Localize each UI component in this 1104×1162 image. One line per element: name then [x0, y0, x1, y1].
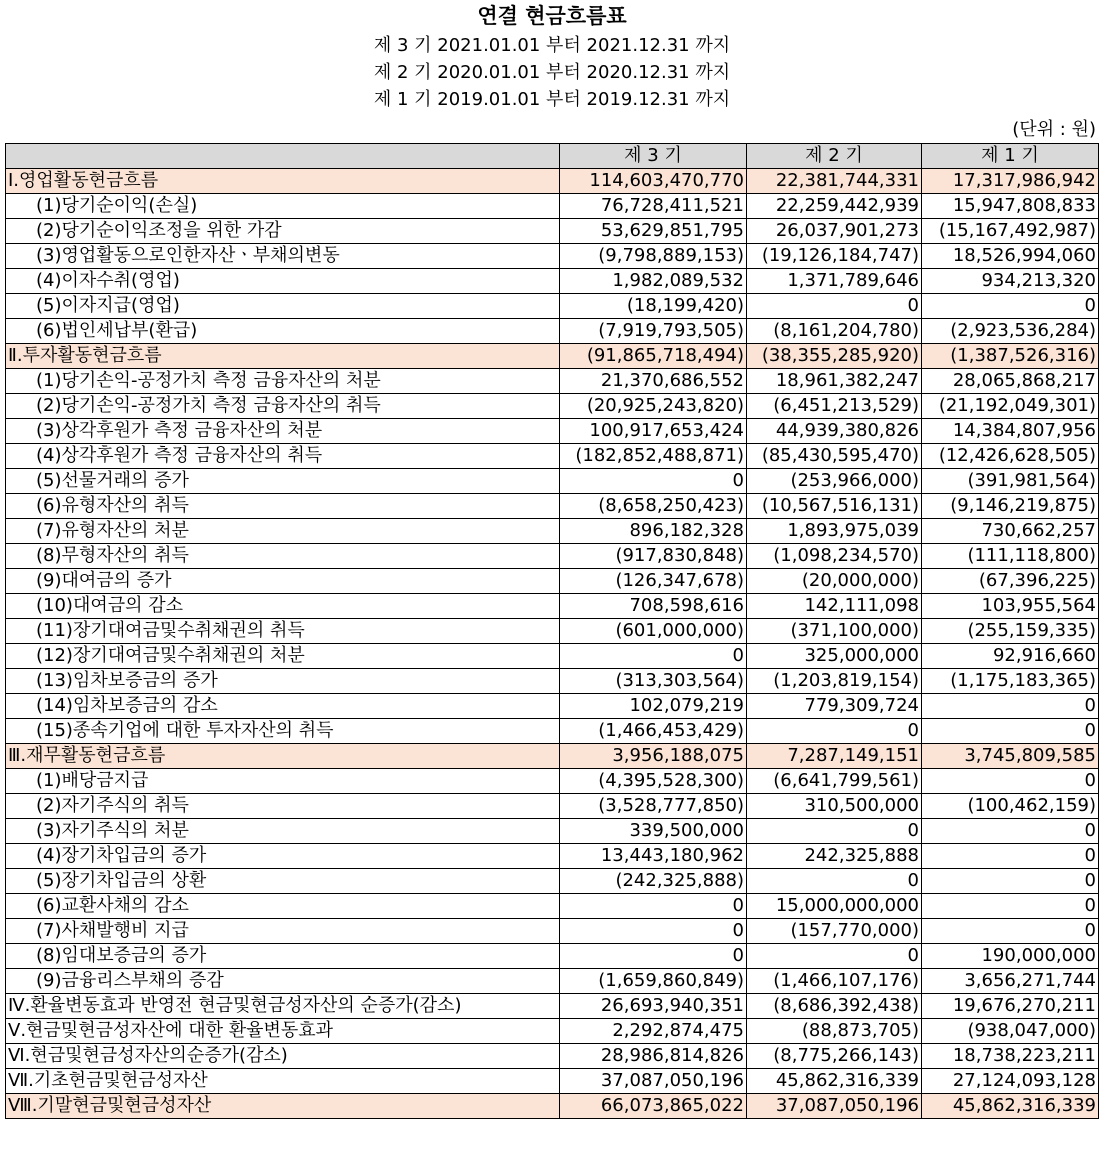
- value-period-3: 708,598,616: [560, 594, 747, 619]
- row-label: Ⅲ.재무활동현금흐름: [6, 744, 560, 769]
- table-row: [6, 694, 1099, 719]
- row-label: (3)상각후원가 측정 금융자산의 처분: [6, 419, 560, 444]
- table-row: [6, 1019, 1099, 1044]
- row-label: (6)법인세납부(환급): [6, 319, 560, 344]
- table-header-row: [6, 144, 1099, 169]
- value-period-2: 45,862,316,339: [747, 1069, 922, 1094]
- value-period-2: (88,873,705): [747, 1019, 922, 1044]
- value-period-1: 3,656,271,744: [922, 969, 1099, 994]
- header-period-2: 제 2 기: [747, 144, 922, 169]
- value-period-1: (255,159,335): [922, 619, 1099, 644]
- table-row: [6, 919, 1099, 944]
- value-period-3: 28,986,814,826: [560, 1044, 747, 1069]
- row-label: Ⅶ.기초현금및현금성자산: [6, 1069, 560, 1094]
- section-row: [6, 1094, 1099, 1119]
- row-label: (13)임차보증금의 증가: [6, 669, 560, 694]
- value-period-1: 45,862,316,339: [922, 1094, 1099, 1119]
- value-period-2: (1,203,819,154): [747, 669, 922, 694]
- row-label: (4)장기차입금의 증가: [6, 844, 560, 869]
- section-row: [6, 169, 1099, 194]
- value-period-1: (111,118,800): [922, 544, 1099, 569]
- value-period-1: 103,955,564: [922, 594, 1099, 619]
- value-period-1: 0: [922, 769, 1099, 794]
- value-period-1: 0: [922, 894, 1099, 919]
- table-row: [6, 1044, 1099, 1069]
- section-row: [6, 344, 1099, 369]
- value-period-2: (253,966,000): [747, 469, 922, 494]
- row-label: Ⅴ.현금및현금성자산에 대한 환율변동효과: [6, 1019, 560, 1044]
- value-period-2: 0: [747, 869, 922, 894]
- value-period-3: 114,603,470,770: [560, 169, 747, 194]
- row-label: (1)배당금지급: [6, 769, 560, 794]
- value-period-3: (182,852,488,871): [560, 444, 747, 469]
- value-period-3: (917,830,848): [560, 544, 747, 569]
- value-period-1: 730,662,257: [922, 519, 1099, 544]
- row-label: (3)자기주식의 처분: [6, 819, 560, 844]
- value-period-1: (938,047,000): [922, 1019, 1099, 1044]
- value-period-1: 0: [922, 819, 1099, 844]
- value-period-2: (157,770,000): [747, 919, 922, 944]
- row-label: Ⅱ.투자활동현금흐름: [6, 344, 560, 369]
- value-period-1: (391,981,564): [922, 469, 1099, 494]
- table-row: [6, 669, 1099, 694]
- value-period-2: (8,775,266,143): [747, 1044, 922, 1069]
- row-label: Ⅳ.환율변동효과 반영전 현금및현금성자산의 순증가(감소): [6, 994, 560, 1019]
- row-label: (1)당기순이익(손실): [6, 194, 560, 219]
- value-period-3: 3,956,188,075: [560, 744, 747, 769]
- value-period-2: (8,686,392,438): [747, 994, 922, 1019]
- header-period-3: 제 3 기: [560, 144, 747, 169]
- value-period-3: 0: [560, 894, 747, 919]
- value-period-2: 22,259,442,939: [747, 194, 922, 219]
- unit-label: (단위 : 원): [1012, 119, 1096, 140]
- table-row: [6, 644, 1099, 669]
- value-period-2: (19,126,184,747): [747, 244, 922, 269]
- period-line: 제 3 기 2021.01.01 부터 2021.12.31 까지: [373, 35, 731, 56]
- table-row: [6, 319, 1099, 344]
- row-label: (6)교환사채의 감소: [6, 894, 560, 919]
- value-period-2: 26,037,901,273: [747, 219, 922, 244]
- table-row: [6, 769, 1099, 794]
- value-period-3: (7,919,793,505): [560, 319, 747, 344]
- value-period-2: 779,309,724: [747, 694, 922, 719]
- row-label: (10)대여금의 감소: [6, 594, 560, 619]
- value-period-3: 0: [560, 919, 747, 944]
- value-period-1: (2,923,536,284): [922, 319, 1099, 344]
- header-label: [6, 144, 560, 169]
- value-period-3: (3,528,777,850): [560, 794, 747, 819]
- value-period-2: (1,466,107,176): [747, 969, 922, 994]
- table-row: [6, 294, 1099, 319]
- value-period-3: (18,199,420): [560, 294, 747, 319]
- table-row: [6, 244, 1099, 269]
- value-period-3: (91,865,718,494): [560, 344, 747, 369]
- row-label: (3)영업활동으로인한자산ㆍ부채의변동: [6, 244, 560, 269]
- value-period-2: 142,111,098: [747, 594, 922, 619]
- value-period-3: (126,347,678): [560, 569, 747, 594]
- value-period-3: (601,000,000): [560, 619, 747, 644]
- row-label: (9)금융리스부채의 증감: [6, 969, 560, 994]
- value-period-2: (371,100,000): [747, 619, 922, 644]
- row-label: (14)임차보증금의 감소: [6, 694, 560, 719]
- value-period-3: 0: [560, 944, 747, 969]
- value-period-1: 0: [922, 719, 1099, 744]
- value-period-3: 21,370,686,552: [560, 369, 747, 394]
- value-period-3: 26,693,940,351: [560, 994, 747, 1019]
- value-period-2: (1,098,234,570): [747, 544, 922, 569]
- value-period-1: 17,317,986,942: [922, 169, 1099, 194]
- row-label: (1)당기손익-공정가치 측정 금융자산의 처분: [6, 369, 560, 394]
- value-period-3: (242,325,888): [560, 869, 747, 894]
- table-row: [6, 594, 1099, 619]
- row-label: (4)이자수취(영업): [6, 269, 560, 294]
- period-line: 제 2 기 2020.01.01 부터 2020.12.31 까지: [373, 62, 731, 83]
- row-label: (4)상각후원가 측정 금융자산의 취득: [6, 444, 560, 469]
- value-period-2: 44,939,380,826: [747, 419, 922, 444]
- value-period-2: 0: [747, 294, 922, 319]
- value-period-2: 242,325,888: [747, 844, 922, 869]
- value-period-1: 0: [922, 869, 1099, 894]
- cash-flow-table: [5, 143, 1099, 1119]
- row-label: (2)당기순이익조정을 위한 가감: [6, 219, 560, 244]
- table-row: [6, 369, 1099, 394]
- value-period-1: 0: [922, 919, 1099, 944]
- value-period-1: 190,000,000: [922, 944, 1099, 969]
- value-period-1: (15,167,492,987): [922, 219, 1099, 244]
- row-label: (5)장기차입금의 상환: [6, 869, 560, 894]
- value-period-3: 2,292,874,475: [560, 1019, 747, 1044]
- value-period-3: (9,798,889,153): [560, 244, 747, 269]
- value-period-3: (8,658,250,423): [560, 494, 747, 519]
- table-row: [6, 519, 1099, 544]
- value-period-2: 325,000,000: [747, 644, 922, 669]
- value-period-1: (9,146,219,875): [922, 494, 1099, 519]
- value-period-3: 66,073,865,022: [560, 1094, 747, 1119]
- table-row: [6, 969, 1099, 994]
- value-period-3: 0: [560, 644, 747, 669]
- table-row: [6, 494, 1099, 519]
- row-label: Ⅰ.영업활동현금흐름: [6, 169, 560, 194]
- row-label: (9)대여금의 증가: [6, 569, 560, 594]
- value-period-3: (4,395,528,300): [560, 769, 747, 794]
- table-row: [6, 194, 1099, 219]
- table-row: [6, 894, 1099, 919]
- value-period-1: (12,426,628,505): [922, 444, 1099, 469]
- section-row: [6, 744, 1099, 769]
- value-period-2: 1,893,975,039: [747, 519, 922, 544]
- value-period-1: 27,124,093,128: [922, 1069, 1099, 1094]
- value-period-1: 0: [922, 844, 1099, 869]
- value-period-1: (1,387,526,316): [922, 344, 1099, 369]
- value-period-1: (1,175,183,365): [922, 669, 1099, 694]
- table-row: [6, 844, 1099, 869]
- row-label: Ⅷ.기말현금및현금성자산: [6, 1094, 560, 1119]
- value-period-3: 37,087,050,196: [560, 1069, 747, 1094]
- value-period-2: (6,451,213,529): [747, 394, 922, 419]
- table-row: [6, 869, 1099, 894]
- table-row: [6, 219, 1099, 244]
- value-period-1: 19,676,270,211: [922, 994, 1099, 1019]
- table-row: [6, 619, 1099, 644]
- value-period-1: 18,738,223,211: [922, 1044, 1099, 1069]
- table-row: [6, 544, 1099, 569]
- row-label: (6)유형자산의 취득: [6, 494, 560, 519]
- value-period-3: 76,728,411,521: [560, 194, 747, 219]
- value-period-1: 28,065,868,217: [922, 369, 1099, 394]
- value-period-2: 1,371,789,646: [747, 269, 922, 294]
- row-label: (2)자기주식의 취득: [6, 794, 560, 819]
- row-label: (5)선물거래의 증가: [6, 469, 560, 494]
- row-label: (2)당기손익-공정가치 측정 금융자산의 취득: [6, 394, 560, 419]
- row-label: Ⅵ.현금및현금성자산의순증가(감소): [6, 1044, 560, 1069]
- row-label: (8)임대보증금의 증가: [6, 944, 560, 969]
- value-period-3: 896,182,328: [560, 519, 747, 544]
- value-period-1: 18,526,994,060: [922, 244, 1099, 269]
- table-row: [6, 569, 1099, 594]
- table-row: [6, 944, 1099, 969]
- value-period-1: (67,396,225): [922, 569, 1099, 594]
- value-period-2: (20,000,000): [747, 569, 922, 594]
- period-line: 제 1 기 2019.01.01 부터 2019.12.31 까지: [373, 89, 731, 110]
- value-period-1: 0: [922, 694, 1099, 719]
- value-period-2: (38,355,285,920): [747, 344, 922, 369]
- value-period-2: 7,287,149,151: [747, 744, 922, 769]
- value-period-3: (1,659,860,849): [560, 969, 747, 994]
- value-period-1: (100,462,159): [922, 794, 1099, 819]
- value-period-3: 100,917,653,424: [560, 419, 747, 444]
- row-label: (11)장기대여금및수취채권의 취득: [6, 619, 560, 644]
- value-period-3: 13,443,180,962: [560, 844, 747, 869]
- statement-title: 연결 현금흐름표: [477, 3, 627, 28]
- value-period-2: 37,087,050,196: [747, 1094, 922, 1119]
- row-label: (12)장기대여금및수취채권의 처분: [6, 644, 560, 669]
- table-row: [6, 1069, 1099, 1094]
- value-period-3: 339,500,000: [560, 819, 747, 844]
- row-label: (5)이자지급(영업): [6, 294, 560, 319]
- row-label: (8)무형자산의 취득: [6, 544, 560, 569]
- value-period-2: (6,641,799,561): [747, 769, 922, 794]
- value-period-1: 3,745,809,585: [922, 744, 1099, 769]
- value-period-2: 0: [747, 819, 922, 844]
- value-period-3: (20,925,243,820): [560, 394, 747, 419]
- table-row: [6, 269, 1099, 294]
- value-period-3: 102,079,219: [560, 694, 747, 719]
- value-period-2: 0: [747, 719, 922, 744]
- value-period-2: (10,567,516,131): [747, 494, 922, 519]
- table-row: [6, 394, 1099, 419]
- value-period-2: 18,961,382,247: [747, 369, 922, 394]
- value-period-2: (85,430,595,470): [747, 444, 922, 469]
- table-row: [6, 469, 1099, 494]
- table-row: [6, 419, 1099, 444]
- value-period-1: 92,916,660: [922, 644, 1099, 669]
- value-period-3: 0: [560, 469, 747, 494]
- header-period-1: 제 1 기: [922, 144, 1099, 169]
- value-period-2: 22,381,744,331: [747, 169, 922, 194]
- value-period-3: (313,303,564): [560, 669, 747, 694]
- value-period-2: 310,500,000: [747, 794, 922, 819]
- table-row: [6, 819, 1099, 844]
- value-period-3: 53,629,851,795: [560, 219, 747, 244]
- row-label: (15)종속기업에 대한 투자자산의 취득: [6, 719, 560, 744]
- value-period-1: (21,192,049,301): [922, 394, 1099, 419]
- row-label: (7)사채발행비 지급: [6, 919, 560, 944]
- value-period-3: (1,466,453,429): [560, 719, 747, 744]
- value-period-1: 934,213,320: [922, 269, 1099, 294]
- table-row: [6, 794, 1099, 819]
- row-label: (7)유형자산의 처분: [6, 519, 560, 544]
- value-period-2: 15,000,000,000: [747, 894, 922, 919]
- value-period-1: 14,384,807,956: [922, 419, 1099, 444]
- table-row: [6, 719, 1099, 744]
- value-period-2: 0: [747, 944, 922, 969]
- value-period-2: (8,161,204,780): [747, 319, 922, 344]
- table-row: [6, 994, 1099, 1019]
- value-period-1: 0: [922, 294, 1099, 319]
- value-period-3: 1,982,089,532: [560, 269, 747, 294]
- table-row: [6, 444, 1099, 469]
- value-period-1: 15,947,808,833: [922, 194, 1099, 219]
